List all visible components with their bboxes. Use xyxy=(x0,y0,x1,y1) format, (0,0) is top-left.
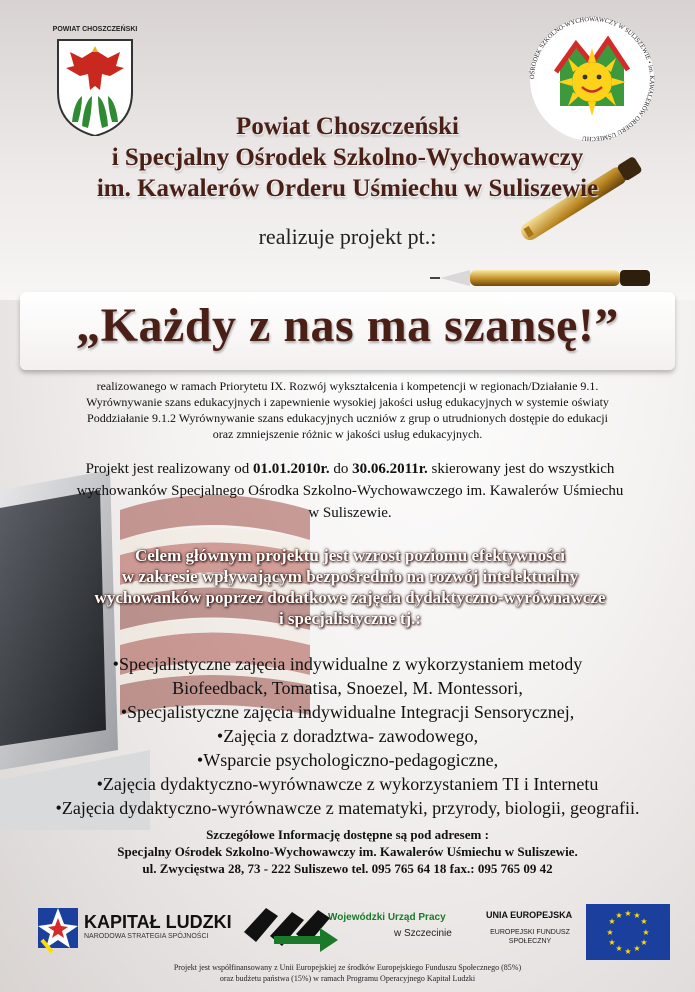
program-description xyxy=(20,378,675,442)
project-goal xyxy=(60,545,640,629)
eu-subtitle: EUROPEJSKI FUNDUSZ SPOŁECZNY xyxy=(490,929,570,945)
kapital-ludzki-star-icon xyxy=(38,900,82,956)
cofinancing-note xyxy=(0,962,695,984)
svg-text:★: ★ xyxy=(624,947,632,956)
period-line-2: wychowanków Specjalnego Ośrodka Szkolno-Wychowawczego im. Kawalerów Uśmiechu xyxy=(76,483,624,499)
goal-line-1: Celem głównym projektu jest wzrost poziomu efektywności xyxy=(135,546,565,565)
activity-item: •Specjalistyczne zajęcia indywidualne Integracji Sensorycznej, xyxy=(120,702,575,722)
title-line-3: im. Kawalerów Orderu Uśmiechu w Suliszewie xyxy=(96,175,599,202)
contact-institution: Specjalny Ośrodek Szkolno-Wychowawczy im. Kawalerów Uśmiechu w Suliszewie. xyxy=(117,844,578,859)
period-end-date: 30.06.2011r. xyxy=(352,461,428,477)
sosw-ring-text: OŚRODEK SZKOLNO-WYCHOWAWCZY W SULISZEWIE • im. KAWALERÓW ORDERU UŚMIECHU xyxy=(528,15,656,143)
wup-logo xyxy=(244,902,474,952)
svg-text:★: ★ xyxy=(640,917,648,926)
contact-heading: Szczegółowe Informację dostępne są pod adresem : xyxy=(206,827,489,842)
program-line-4: oraz zmniejszenie różnic w jakości usług edukacyjnych. xyxy=(212,427,483,441)
activities-list xyxy=(20,652,675,820)
wup-title: Wojewódzki Urząd Pracy xyxy=(328,912,446,923)
activity-item: •Specjalistyczne zajęcia indywidualne z wykorzystaniem metody xyxy=(112,654,583,674)
goal-line-2: w zakresie wpływającym bezpośrednio na rozwój intelektualny xyxy=(121,567,579,586)
kapital-ludzki-subtitle: NARODOWA STRATEGIA SPÓJNOŚCI xyxy=(84,933,209,940)
contact-address: ul. Zwycięstwa 28, 73 - 222 Suliszewo tel. 095 765 64 18 fax.: 095 765 09 42 xyxy=(142,861,553,876)
svg-text:★: ★ xyxy=(633,944,641,953)
svg-text:★: ★ xyxy=(608,917,616,926)
contact-info xyxy=(0,826,695,877)
goal-line-3: wychowanków poprzez dodatkowe zajęcia dydaktyczno-wyrównawcze xyxy=(94,588,606,607)
project-slogan: „Każdy z nas ma szansę!” xyxy=(76,299,619,352)
svg-text:★: ★ xyxy=(633,911,641,920)
realizuje-text: realizuje projekt pt.: xyxy=(258,224,437,249)
eu-flag-icon xyxy=(586,904,670,960)
activity-item: •Zajęcia dydaktyczno-wyrównawcze z wykorzystaniem TI i Internetu xyxy=(96,774,599,794)
kapital-ludzki-title: KAPITAŁ LUDZKI xyxy=(84,912,232,932)
svg-text:★: ★ xyxy=(640,938,648,947)
title-line-1: Powiat Choszczeński xyxy=(236,113,459,140)
crest-label: POWIAT CHOSZCZEŃSKI xyxy=(52,26,138,33)
eu-title: UNIA EUROPEJSKA xyxy=(486,910,573,920)
fineprint-line-1: Projekt jest współfinansowany z Unii Europejskiej ze środków Europejskiego Funduszu Społecznego (85%) xyxy=(173,963,522,972)
period-start-date: 01.01.2010r. xyxy=(253,461,330,477)
activity-item: •Zajęcia z doradztwa- zawodowego, xyxy=(216,726,479,746)
wup-subtitle: w Szczecinie xyxy=(394,928,452,939)
svg-text:★: ★ xyxy=(608,938,616,947)
svg-text:★: ★ xyxy=(606,928,614,937)
period-line-3: w Suliszewie. xyxy=(308,505,392,521)
period-mid: do xyxy=(329,461,353,477)
wup-arrow-icon xyxy=(244,902,344,952)
period-line-1 xyxy=(40,458,660,480)
activity-item: •Zajęcia dydaktyczno-wyrównawcze z matematyki, przyrody, biologii, geografii. xyxy=(55,798,640,818)
goal-line-4: i specjalistyczne tj.: xyxy=(278,609,422,628)
activity-item: •Wsparcie psychologiczno-pedagogiczne, xyxy=(196,750,499,770)
activity-item: Biofeedback, Tomatisa, Snoezel, M. Montessori, xyxy=(172,678,523,698)
fineprint-line-2: oraz budżetu państwa (15%) w ramach Programu Operacyjnego Kapitał Ludzki xyxy=(219,974,476,983)
program-line-1: realizowanego w ramach Priorytetu IX. Rozwój wykształcenia i kompetencji w regionach/Działanie 9.1. xyxy=(96,379,599,393)
svg-text:★: ★ xyxy=(624,909,632,918)
kapital-ludzki-logo xyxy=(38,900,232,956)
program-line-2: Wyrównywanie szans edukacyjnych i zapewnienie wysokiej jakości usług edukacyjnych w systemie oświaty xyxy=(86,395,609,409)
svg-text:★: ★ xyxy=(615,911,623,920)
eu-logo xyxy=(478,902,678,960)
project-period xyxy=(40,458,660,524)
svg-text:★: ★ xyxy=(642,928,650,937)
footer-logos xyxy=(0,896,695,966)
period-suffix: skierowany jest do wszystkich xyxy=(427,461,615,477)
title-line-2: i Specjalny Ośrodek Szkolno-Wychowawczy xyxy=(111,144,584,171)
svg-text:★: ★ xyxy=(615,944,623,953)
period-prefix: Projekt jest realizowany od xyxy=(85,461,254,477)
program-line-3: Poddziałanie 9.1.2 Wyrównywanie szans edukacyjnych uczniów z grup o utrudnionych dostępie do edukacji xyxy=(87,411,608,425)
